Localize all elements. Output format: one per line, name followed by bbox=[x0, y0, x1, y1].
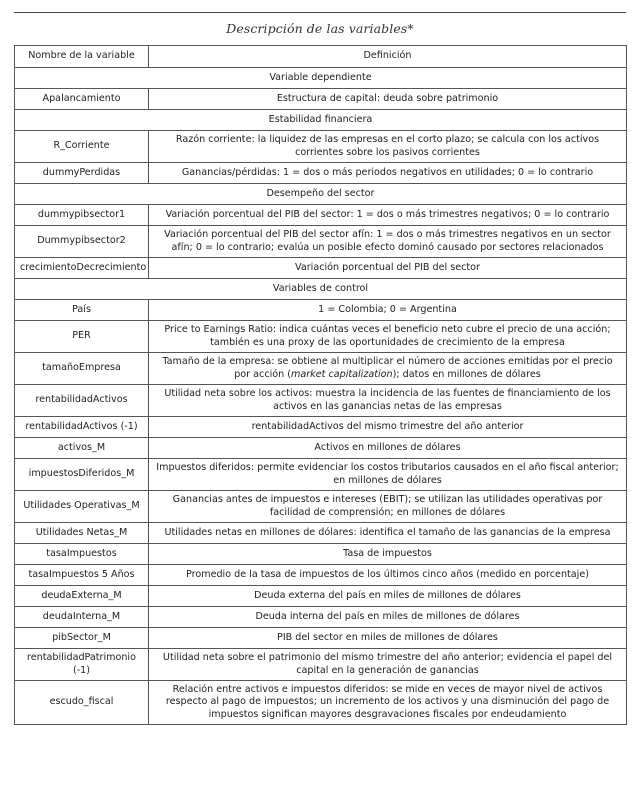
table-row bbox=[15, 131, 627, 163]
variable-definition: Variación porcentual del PIB del sector afín: 1 = dos o más trimestres negativos en un sector afín; 0 = lo contrario; evalúa un posible efecto dominó causado por sectores relacionados bbox=[149, 226, 627, 258]
table-row bbox=[15, 438, 627, 459]
page bbox=[14, 12, 626, 725]
variable-name: pibSector_M bbox=[15, 628, 149, 649]
definition-text: ); datos en millones de dólares bbox=[392, 368, 541, 380]
header-variable-name: Nombre de la variable bbox=[15, 46, 149, 68]
table-row bbox=[15, 163, 627, 184]
variable-name: rentabilidadActivos bbox=[15, 385, 149, 417]
variable-name: País bbox=[15, 300, 149, 321]
variable-definition: Promedio de la tasa de impuestos de los últimos cinco años (medido en porcentaje) bbox=[149, 565, 627, 586]
variable-name: rentabilidadPatrimonio (-1) bbox=[15, 649, 149, 681]
variable-definition: Price to Earnings Ratio: indica cuántas veces el beneficio neto cubre el precio de una acción; también es una proxy de las oportunidades de crecimiento de la empresa bbox=[149, 321, 627, 353]
variable-definition: Relación entre activos e impuestos diferidos: se mide en veces de mayor nivel de activos respecto al pago de impuestos; un incremento de los activos y una disminución del pago de impuestos significan mayores desgravaciones fiscales por endeudamiento bbox=[149, 681, 627, 725]
table-row bbox=[15, 459, 627, 491]
variable-definition: PIB del sector en miles de millones de dólares bbox=[149, 628, 627, 649]
section-row bbox=[15, 279, 627, 300]
variable-definition: Ganancias/pérdidas: 1 = dos o más periodos negativos en utilidades; 0 = lo contrario bbox=[149, 163, 627, 184]
table-row bbox=[15, 89, 627, 110]
variable-definition: Utilidades netas en millones de dólares: identifica el tamaño de las ganancias de la empresa bbox=[149, 523, 627, 544]
variable-definition bbox=[149, 353, 627, 385]
variable-name: impuestosDiferidos_M bbox=[15, 459, 149, 491]
variable-definition: Tasa de impuestos bbox=[149, 544, 627, 565]
table-row bbox=[15, 607, 627, 628]
table-row bbox=[15, 258, 627, 279]
table-row bbox=[15, 544, 627, 565]
section-row bbox=[15, 184, 627, 205]
table-row bbox=[15, 523, 627, 544]
variable-definition: Variación porcentual del PIB del sector: 1 = dos o más trimestres negativos; 0 = lo contrario bbox=[149, 205, 627, 226]
variable-name: Dummypibsector2 bbox=[15, 226, 149, 258]
variable-definition: Deuda interna del país en miles de millones de dólares bbox=[149, 607, 627, 628]
table-row bbox=[15, 491, 627, 523]
variable-definition: Utilidad neta sobre los activos: muestra la incidencia de las fuentes de financiamiento de los activos en las ganancias netas de las empresas bbox=[149, 385, 627, 417]
table-row bbox=[15, 300, 627, 321]
header-definition: Definición bbox=[149, 46, 627, 68]
section-title: Variables de control bbox=[15, 279, 627, 300]
table-caption: Descripción de las variables* bbox=[226, 21, 414, 36]
table-row bbox=[15, 417, 627, 438]
table-row bbox=[15, 565, 627, 586]
table-row bbox=[15, 649, 627, 681]
variable-name: escudo_fiscal bbox=[15, 681, 149, 725]
table-row bbox=[15, 353, 627, 385]
variable-name: PER bbox=[15, 321, 149, 353]
variable-name: tasaImpuestos 5 Años bbox=[15, 565, 149, 586]
table-row bbox=[15, 628, 627, 649]
variable-definition: Utilidad neta sobre el patrimonio del mismo trimestre del año anterior; evidencia el papel del capital en la generación de ganancias bbox=[149, 649, 627, 681]
section-title: Estabilidad financiera bbox=[15, 110, 627, 131]
table-header-row bbox=[15, 46, 627, 68]
table-row bbox=[15, 385, 627, 417]
variable-definition: rentabilidadActivos del mismo trimestre del año anterior bbox=[149, 417, 627, 438]
variable-name: Apalancamiento bbox=[15, 89, 149, 110]
variable-definition: Ganancias antes de impuestos e intereses (EBIT); se utilizan las utilidades operativas por facilidad de comprensión; en millones de dólares bbox=[149, 491, 627, 523]
definition-text: Tamaño de la empresa: se obtiene al multiplicar el número de acciones emitidas por el precio por acción ( bbox=[162, 356, 613, 380]
variable-definition: Variación porcentual del PIB del sector bbox=[149, 258, 627, 279]
section-row bbox=[15, 110, 627, 131]
section-row bbox=[15, 68, 627, 89]
variable-name: deudaExterna_M bbox=[15, 586, 149, 607]
table-body bbox=[15, 46, 627, 725]
definition-italic-term: market capitalization bbox=[291, 368, 393, 380]
table-row bbox=[15, 321, 627, 353]
variable-name: R_Corriente bbox=[15, 131, 149, 163]
variable-definition: 1 = Colombia; 0 = Argentina bbox=[149, 300, 627, 321]
variable-definition: Impuestos diferidos: permite evidenciar los costos tributarios causados en el año fiscal anterior; en millones de dólares bbox=[149, 459, 627, 491]
variable-name: Utilidades Netas_M bbox=[15, 523, 149, 544]
variable-definition: Activos en millones de dólares bbox=[149, 438, 627, 459]
variable-name: Utilidades Operativas_M bbox=[15, 491, 149, 523]
top-rule bbox=[14, 12, 626, 13]
table-row bbox=[15, 226, 627, 258]
variable-name: crecimientoDecrecimiento bbox=[15, 258, 149, 279]
variable-definition: Estructura de capital: deuda sobre patrimonio bbox=[149, 89, 627, 110]
variable-definition: Deuda externa del país en miles de millones de dólares bbox=[149, 586, 627, 607]
variable-name: rentabilidadActivos (-1) bbox=[15, 417, 149, 438]
table-row bbox=[15, 586, 627, 607]
variable-name: dummypibsector1 bbox=[15, 205, 149, 226]
table-row bbox=[15, 681, 627, 725]
variable-definition: Razón corriente: la liquidez de las empresas en el corto plazo; se calcula con los activos corrientes sobre los pasivos corrientes bbox=[149, 131, 627, 163]
variables-table bbox=[14, 45, 627, 725]
variable-name: deudaInterna_M bbox=[15, 607, 149, 628]
variable-name: tamañoEmpresa bbox=[15, 353, 149, 385]
variable-name: activos_M bbox=[15, 438, 149, 459]
table-row bbox=[15, 205, 627, 226]
section-title: Variable dependiente bbox=[15, 68, 627, 89]
variable-name: tasaImpuestos bbox=[15, 544, 149, 565]
section-title: Desempeño del sector bbox=[15, 184, 627, 205]
variable-name: dummyPerdidas bbox=[15, 163, 149, 184]
